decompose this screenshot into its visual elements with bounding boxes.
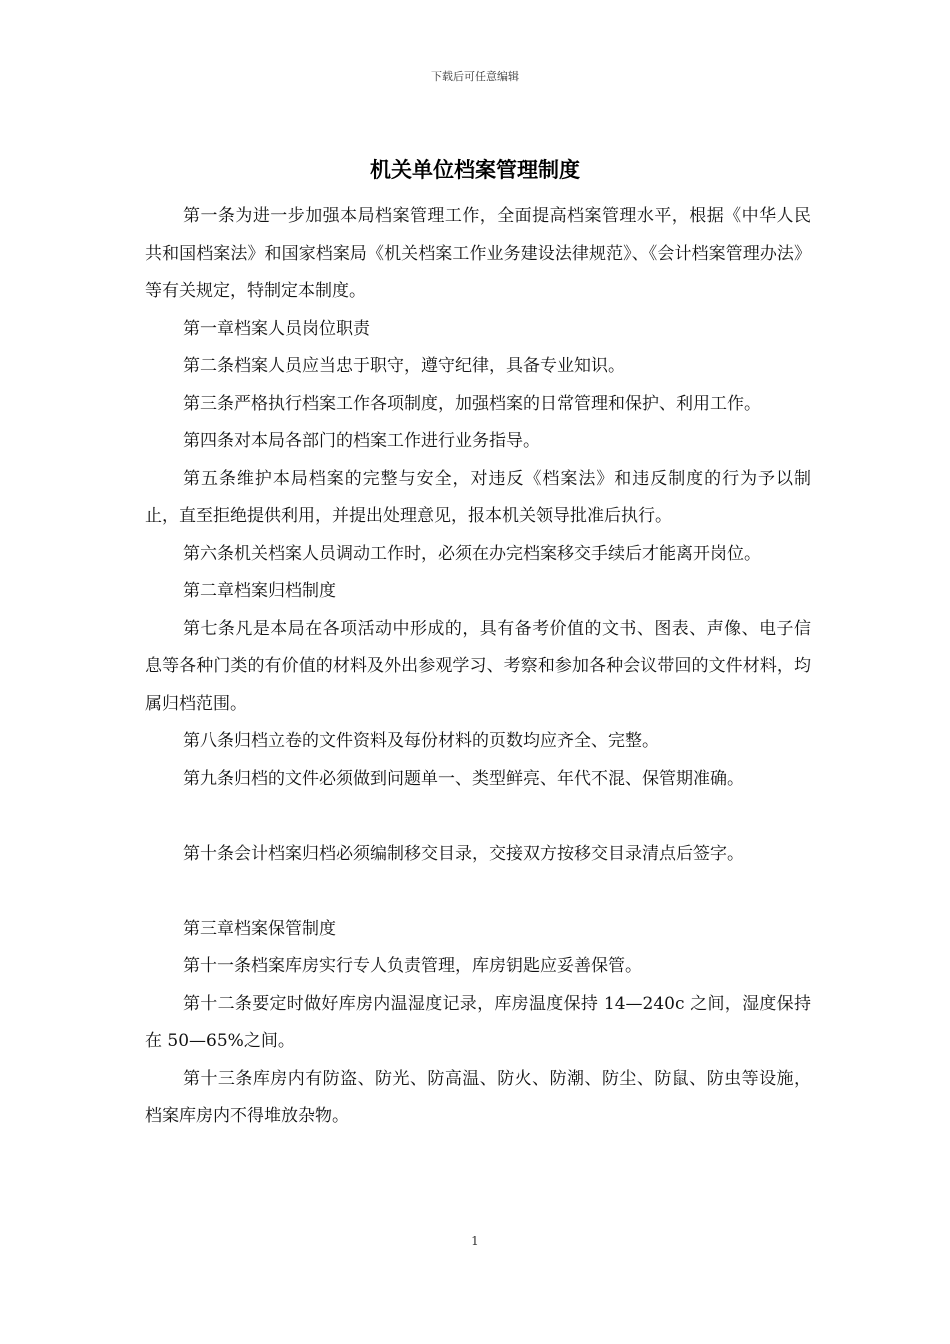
chapter-1-heading: 第一章档案人员岗位职责 bbox=[183, 318, 370, 339]
article-2: 第二条档案人员应当忠于职守，遵守纪律，具备专业知识。 bbox=[183, 356, 625, 376]
article-3: 第三条严格执行档案工作各项制度，加强档案的日常管理和保护、利用工作。 bbox=[183, 393, 761, 414]
article-12: 第十二条要定时做好库房内温湿度记录，库房温度保持 14—240c 之间，湿度保持在 50—65%之间。 bbox=[145, 993, 811, 1051]
article-4: 第四条对本局各部门的档案工作进行业务指导。 bbox=[183, 431, 540, 451]
article-5: 第五条维护本局档案的完整与安全，对违反《档案法》和违反制度的行为予以制止，直至拒绝提供利用，并提出处理意见，报本机关领导批准后执行。 bbox=[145, 468, 811, 526]
document-body bbox=[145, 198, 811, 1136]
article-13: 第十三条库房内有防盗、防光、防高温、防火、防潮、防尘、防鼠、防虫等设施，档案库房内不得堆放杂物。 bbox=[145, 1068, 811, 1126]
article-7: 第七条凡是本局在各项活动中形成的，具有备考价值的文书、图表、声像、电子信息等各种门类的有价值的材料及外出参观学习、考察和参加各种会议带回的文件材料，均属归档范围。 bbox=[145, 618, 811, 714]
article-6: 第六条机关档案人员调动工作时，必须在办完档案移交手续后才能离开岗位。 bbox=[183, 543, 761, 564]
document-title: 机关单位档案管理制度 bbox=[370, 158, 580, 182]
article-10: 第十条会计档案归档必须编制移交目录，交接双方按移交目录清点后签字。 bbox=[183, 843, 744, 864]
page-header: 下载后可任意编辑 bbox=[431, 70, 519, 83]
article-11: 第十一条档案库房实行专人负责管理，库房钥匙应妥善保管。 bbox=[183, 956, 642, 976]
article-9: 第九条归档的文件必须做到问题单一、类型鲜亮、年代不混、保管期准确。 bbox=[183, 768, 744, 789]
chapter-2-heading: 第二章档案归档制度 bbox=[183, 581, 336, 601]
page-number: 1 bbox=[471, 1234, 479, 1248]
article-1: 第一条为进一步加强本局档案管理工作，全面提高档案管理水平，根据《中华人民共和国档案法》和国家档案局《机关档案工作业务建设法律规范》、《会计档案管理办法》等有关规定，特制定本制度。 bbox=[145, 206, 811, 301]
chapter-3-heading: 第三章档案保管制度 bbox=[183, 918, 336, 939]
article-8: 第八条归档立卷的文件资料及每份材料的页数均应齐全、完整。 bbox=[183, 731, 659, 751]
